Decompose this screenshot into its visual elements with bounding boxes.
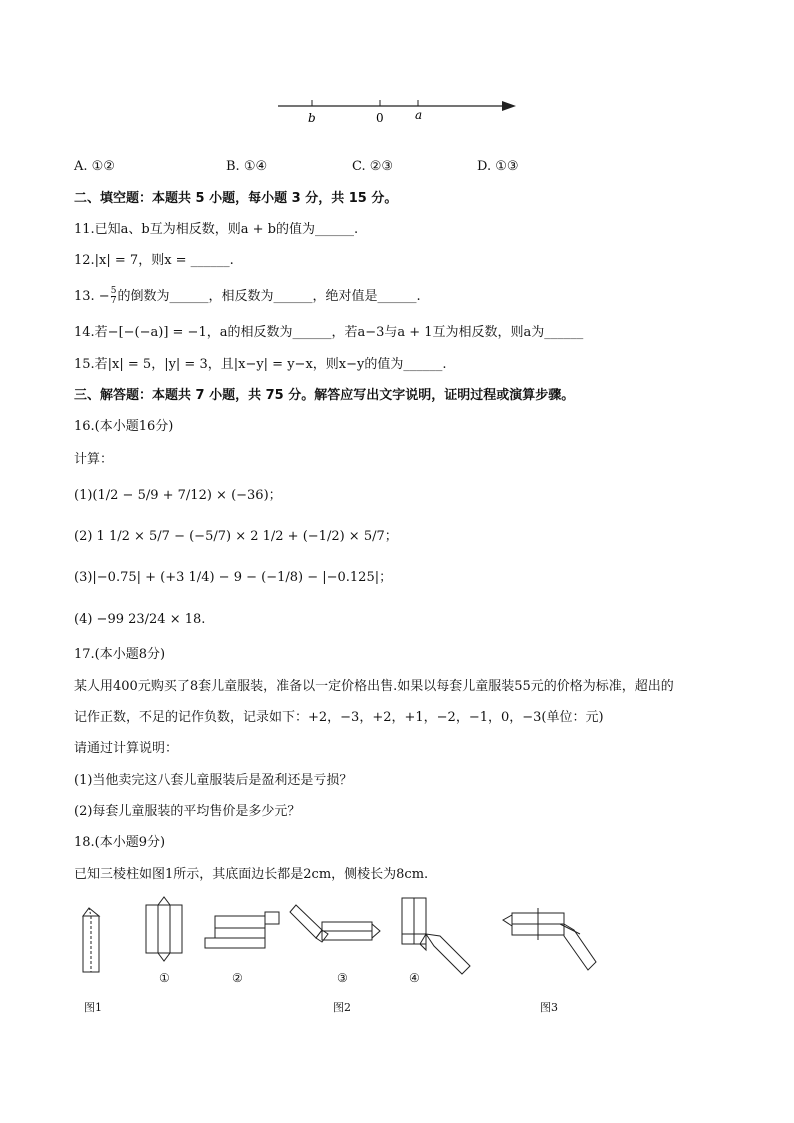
question-17-text-3: 请通过计算说明： <box>74 741 179 756</box>
number-line <box>0 0 794 140</box>
question-17-text-1: 某人用400元购买了8套儿童服装，准备以一定价格出售.如果以每套儿童服装55元的价格为标准，超出的 <box>74 679 674 694</box>
question-16-part-2: (2) 1 1/2 × 5/7 − (−5/7) × 2 1/2 + (−1/2) × 5/7； <box>74 529 398 544</box>
net-label-4: ④ <box>409 971 420 985</box>
question-18-heading: 18.(本小题9分) <box>74 835 166 850</box>
question-16-intro: 计算： <box>74 452 114 467</box>
q13-prefix: 13. − <box>74 289 110 304</box>
question-16-part-3: (3)|−0.75| + (+3 1/4) − 9 − (−1/8) − |−0.125|； <box>74 570 393 585</box>
question-16-part-4: (4) −99 23/24 × 18. <box>74 612 206 627</box>
net-label-1: ① <box>159 971 170 985</box>
figure-1-prism <box>83 908 99 972</box>
figure-1-caption: 图1 <box>84 1001 102 1014</box>
figure-2-caption: 图2 <box>333 1001 351 1014</box>
q13-denominator: 7 <box>110 296 117 306</box>
q13-rest: 的倒数为______，相反数为______，绝对值是______. <box>117 289 421 304</box>
question-15: 15.若|x| = 5，|y| = 3，且|x−y| = y−x，则x−y的值为______. <box>74 357 447 372</box>
label-a: a <box>415 108 423 122</box>
option-a: A. ①② <box>74 159 115 174</box>
question-14: 14.若−[−(−a)] = −1，a的相反数为______，若a−3与a + 1互为相反数，则a为______ <box>74 325 584 340</box>
question-16-heading: 16.(本小题16分) <box>74 419 174 434</box>
option-d: D. ①③ <box>477 159 519 174</box>
question-17-part-2: (2)每套儿童服装的平均售价是多少元？ <box>74 804 301 819</box>
question-17-heading: 17.(本小题8分) <box>74 647 166 662</box>
net-4 <box>402 898 470 974</box>
section-3-heading: 三、解答题：本题共 7 小题，共 75 分。解答应写出文字说明，证明过程或演算步骤。 <box>74 388 575 403</box>
question-12: 12.|x| = 7，则x = ______. <box>74 253 234 268</box>
section-2-heading: 二、填空题：本题共 5 小题，每小题 3 分，共 15 分。 <box>74 191 398 206</box>
question-11: 11.已知a、b互为相反数，则a + b的值为______. <box>74 222 359 237</box>
net-label-3: ③ <box>337 971 348 985</box>
label-b: b <box>308 111 316 125</box>
label-0: 0 <box>376 111 384 125</box>
prism-figures <box>0 890 794 1030</box>
question-13 <box>74 287 421 306</box>
question-16-part-1: (1)(1/2 − 5/9 + 7/12) × (−36)； <box>74 488 282 503</box>
question-17-text-2: 记作正数，不足的记作负数，记录如下：+2，−3，+2，+1，−2，−1，0，−3(单位：元) <box>74 710 604 725</box>
net-label-2: ② <box>232 971 243 985</box>
q13-fraction <box>111 287 117 306</box>
net-2 <box>205 912 279 948</box>
number-line-arrow <box>502 101 516 111</box>
question-18-text: 已知三棱柱如图1所示，其底面边长都是2cm，侧棱长为8cm. <box>74 867 429 882</box>
option-b: B. ①④ <box>226 159 268 174</box>
q13-numerator: 5 <box>110 286 117 296</box>
net-1 <box>146 897 182 961</box>
net-3 <box>290 905 380 942</box>
question-17-part-1: (1)当他卖完这八套儿童服装后是盈利还是亏损？ <box>74 773 353 788</box>
figure-3-net <box>503 908 596 970</box>
figure-3-caption: 图3 <box>540 1001 558 1014</box>
option-c: C. ②③ <box>352 159 394 174</box>
